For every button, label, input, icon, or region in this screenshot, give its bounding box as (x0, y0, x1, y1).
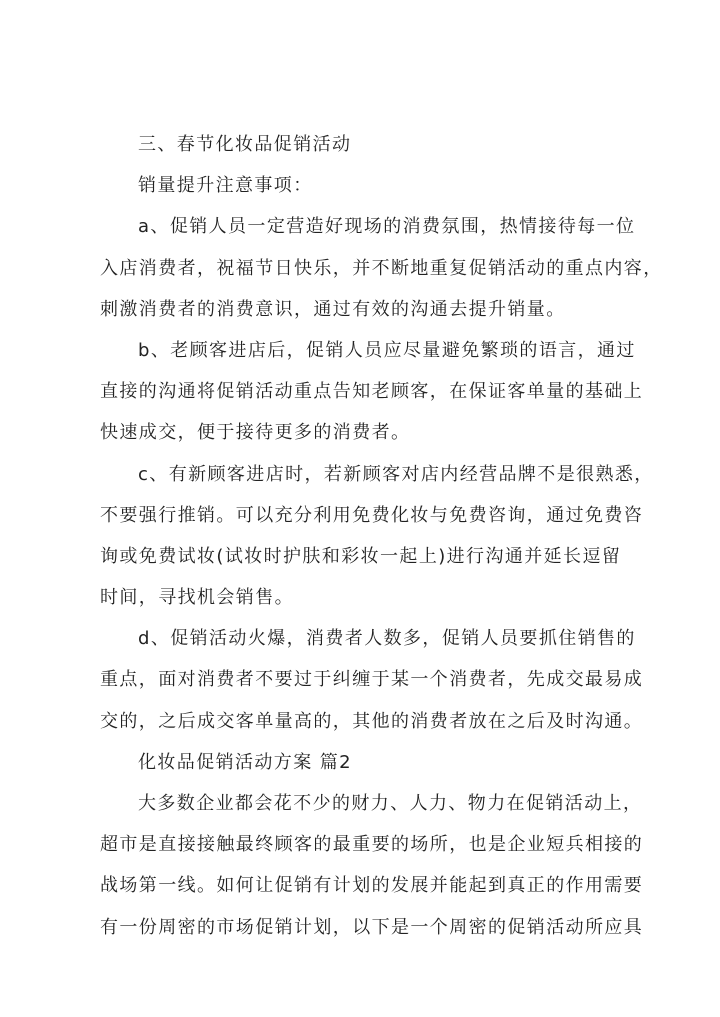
section-heading: 化妆品促销活动方案 篇2 (138, 751, 352, 773)
paragraph-b-line: b、老顾客进店后，促销人员应尽量避免繁琐的语言，通过 (138, 339, 636, 361)
document-body (100, 124, 663, 948)
paragraph-c-line: 时间，寻找机会销售。 (100, 587, 294, 609)
paragraph-a-line: 刺激消费者的消费意识，通过有效的沟通去提升销量。 (100, 298, 566, 320)
paragraph-b-line: 快速成交，便于接待更多的消费者。 (100, 422, 411, 444)
paragraph-e-line: 大多数企业都会花不少的财力、人力、物力在促销活动上， (138, 793, 643, 814)
paragraph-c-line: 询或免费试妆(试妆时护肤和彩妆一起上)进行沟通并延长逗留 (100, 545, 622, 567)
paragraph-d-line: 重点，面对消费者不要过于纠缠于某一个消费者，先成交最易成 (100, 669, 644, 691)
paragraph-d-line: d、促销活动火爆，消费者人数多，促销人员要抓住销售的 (138, 628, 636, 650)
paragraph-b-line: 直接的沟通将促销活动重点告知老顾客，在保证客单量的基础上 (100, 381, 644, 403)
paragraph-a-line: a、促销人员一定营造好现场的消费氛围，热情接待每一位 (138, 216, 636, 238)
paragraph-d-line: 交的，之后成交客单量高的，其他的消费者放在之后及时沟通。 (100, 710, 644, 732)
paragraph-e-line: 超市是直接接触最终顾客的最重要的场所，也是企业短兵相接的 (100, 834, 644, 856)
paragraph-e-line: 有一份周密的市场促销计划，以下是一个周密的促销活动所应具 (100, 916, 644, 938)
paragraph-c-line: 不要强行推销。可以充分利用免费化妆与免费咨询，通过免费咨 (100, 504, 644, 526)
paragraph-a-line: 入店消费者，祝福节日快乐，并不断地重复促销活动的重点内容， (100, 257, 663, 279)
paragraph-c-line: c、有新顾客进店时，若新顾客对店内经营品牌不是很熟悉， (138, 463, 654, 485)
subheading: 销量提升注意事项： (138, 175, 313, 197)
paragraph-e-line: 战场第一线。如何让促销有计划的发展并能起到真正的作用需要 (100, 875, 644, 897)
section-heading: 三、春节化妆品促销活动 (138, 134, 352, 155)
